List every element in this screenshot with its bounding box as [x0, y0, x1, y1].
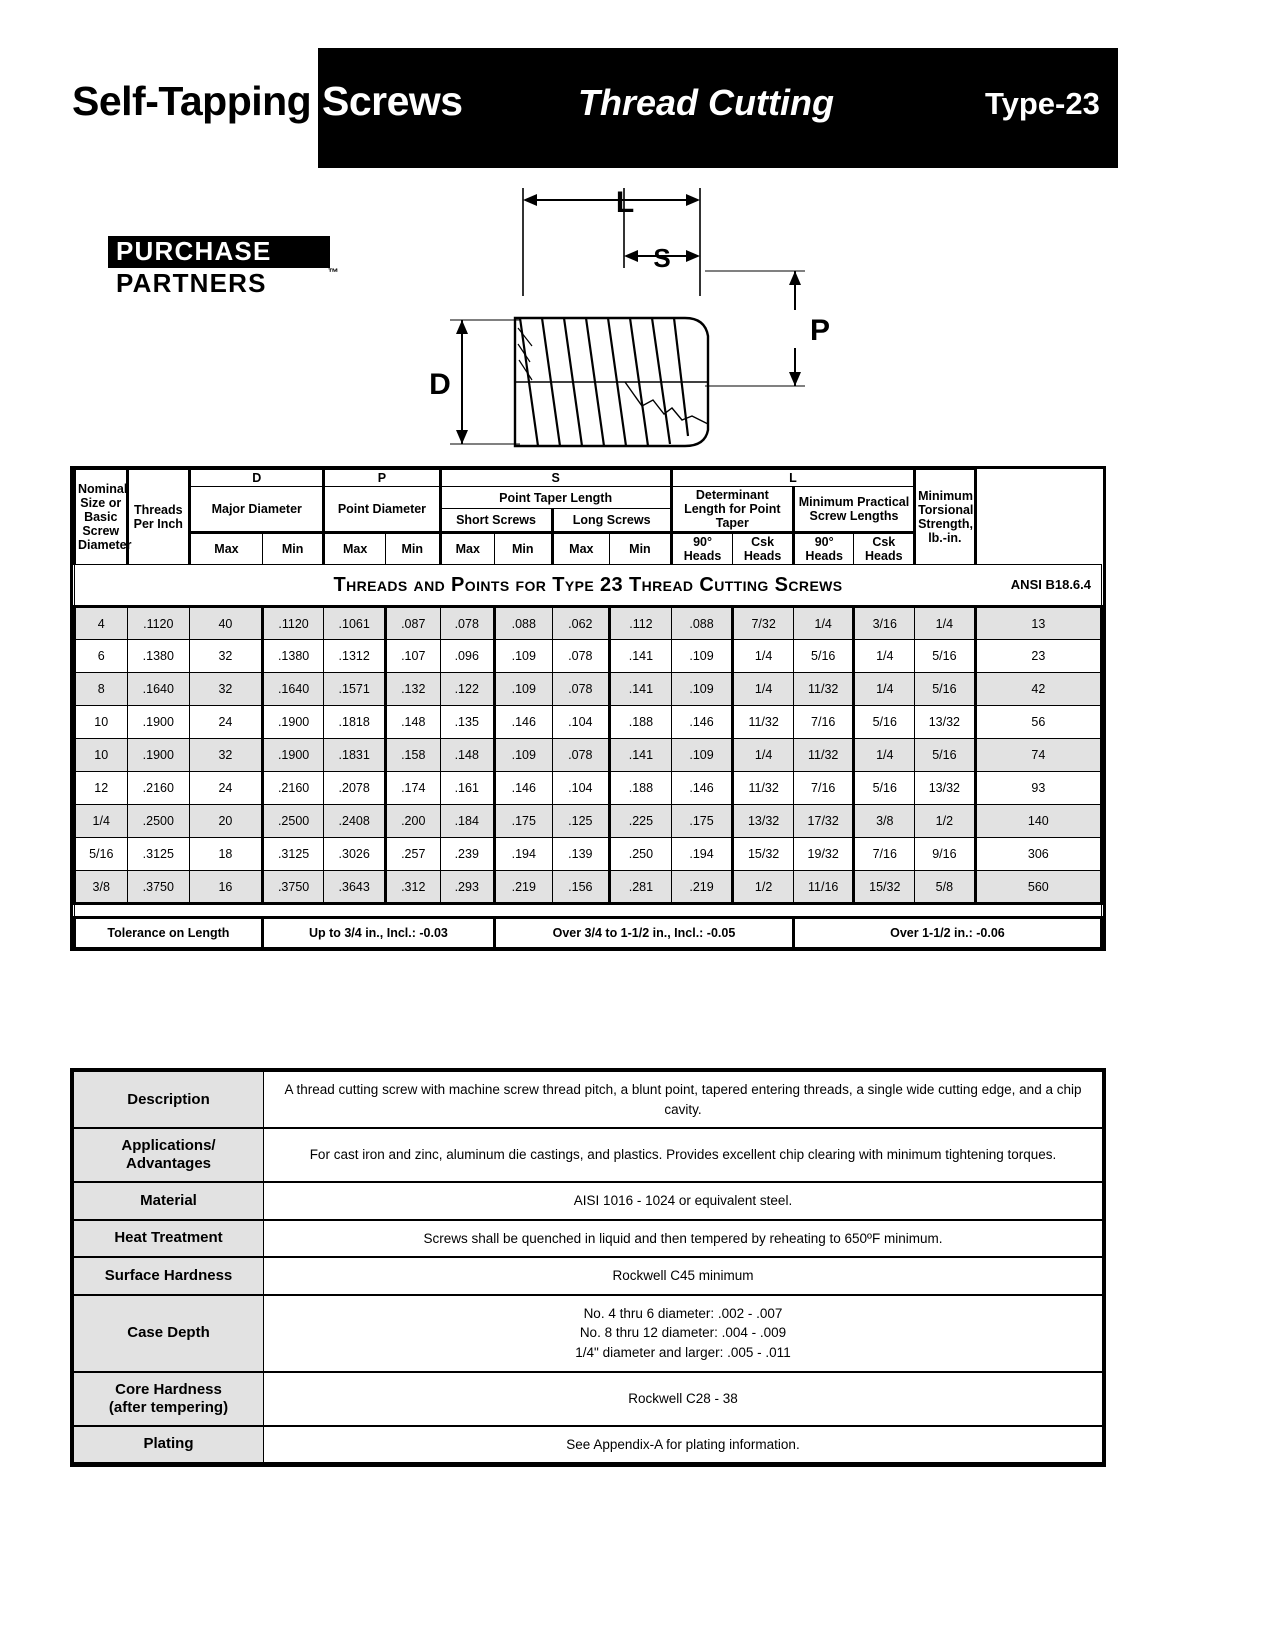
cell-dl90: 1/2	[733, 871, 794, 904]
cell-ls_min: .088	[671, 607, 733, 640]
cell-ss_min: .125	[552, 805, 610, 838]
cell-p_max: .087	[385, 607, 440, 640]
cell-tpi: 24	[190, 772, 263, 805]
cell-p_min: .078	[440, 607, 495, 640]
tolerance-value-1: Up to 3/4 in., Incl.: -0.03	[262, 918, 494, 948]
threads-and-points-table	[70, 466, 1106, 951]
tolerance-label: Tolerance on Length	[75, 918, 263, 948]
cell-dlcsk: 7/16	[793, 772, 854, 805]
cell-mpcsk: 5/16	[915, 673, 976, 706]
header-row-group-letters	[75, 470, 1102, 487]
cell-ss_max: .146	[495, 706, 553, 739]
diagram-label-S: S	[653, 243, 671, 273]
spec-row	[74, 1257, 1103, 1295]
col-ss-max: Max	[440, 533, 495, 565]
trademark-icon: ™	[327, 267, 340, 280]
tolerance-value-3: Over 1-1/2 in.: -0.06	[793, 918, 1101, 948]
cell-ls_min: .175	[671, 805, 733, 838]
cell-d_min: .1571	[324, 673, 386, 706]
cell-p_max: .200	[385, 805, 440, 838]
cell-ls_max: .188	[610, 706, 672, 739]
cell-size: 4	[75, 607, 128, 640]
cell-ls_min: .109	[671, 640, 733, 673]
cell-mpcsk: 13/32	[915, 706, 976, 739]
cell-tpi: 18	[190, 838, 263, 871]
spec-label: Core Hardness (after tempering)	[74, 1372, 264, 1426]
col-point-diameter: Point Diameter	[324, 487, 440, 533]
cell-d_max: .2160	[262, 772, 324, 805]
cell-dl90: 1/4	[733, 640, 794, 673]
cell-dl90: 15/32	[733, 838, 794, 871]
cell-mp90: 5/16	[854, 706, 915, 739]
spec-row	[74, 1220, 1103, 1258]
cell-d_max: .1900	[262, 706, 324, 739]
table-row	[75, 838, 1102, 871]
cell-ls_min: .146	[671, 706, 733, 739]
spec-value: Screws shall be quenched in liquid and then tempered by reheating to 650ºF minimum.	[264, 1220, 1103, 1258]
cell-d_max: .1900	[262, 739, 324, 772]
cell-tpi: 40	[190, 607, 263, 640]
cell-basic: .2160	[127, 772, 190, 805]
cell-tpi: 24	[190, 706, 263, 739]
cell-p_min: .096	[440, 640, 495, 673]
spec-value: Rockwell C28 - 38	[264, 1372, 1103, 1426]
cell-p_min: .239	[440, 838, 495, 871]
cell-ss_min: .062	[552, 607, 610, 640]
table-row	[75, 607, 1102, 640]
cell-torsional: 56	[975, 706, 1101, 739]
logo-line-purchase: PURCHASE	[108, 236, 330, 268]
cell-ss_max: .109	[495, 640, 553, 673]
col-point-taper-length: Point Taper Length	[440, 487, 671, 509]
cell-ls_max: .188	[610, 772, 672, 805]
cell-mpcsk: 13/32	[915, 772, 976, 805]
cell-dl90: 11/32	[733, 772, 794, 805]
cell-mp90: 3/8	[854, 805, 915, 838]
cell-d_max: .1380	[262, 640, 324, 673]
cell-ss_max: .088	[495, 607, 553, 640]
col-mp-csk-heads: Csk Heads	[854, 533, 915, 565]
cell-dlcsk: 5/16	[793, 640, 854, 673]
table-row	[75, 640, 1102, 673]
spec-row	[74, 1295, 1103, 1372]
cell-basic: .3125	[127, 838, 190, 871]
cell-dlcsk: 7/16	[793, 706, 854, 739]
spec-value: Rockwell C45 minimum	[264, 1257, 1103, 1295]
col-major-diameter: Major Diameter	[190, 487, 324, 533]
cell-p_min: .122	[440, 673, 495, 706]
cell-dlcsk: 11/32	[793, 739, 854, 772]
cell-torsional: 140	[975, 805, 1101, 838]
cell-ss_max: .109	[495, 673, 553, 706]
table-body	[75, 607, 1102, 904]
cell-d_min: .2078	[324, 772, 386, 805]
cell-basic: .3750	[127, 871, 190, 904]
cell-tpi: 32	[190, 640, 263, 673]
tolerance-row	[75, 918, 1102, 948]
cell-d_max: .2500	[262, 805, 324, 838]
diagram-label-L: L	[615, 186, 635, 219]
spec-row	[74, 1128, 1103, 1182]
cell-ss_min: .078	[552, 673, 610, 706]
spec-label: Material	[74, 1182, 264, 1220]
cell-mpcsk: 1/4	[915, 607, 976, 640]
cell-ls_min: .219	[671, 871, 733, 904]
spec-row	[74, 1426, 1103, 1464]
cell-p_max: .174	[385, 772, 440, 805]
cell-ss_min: .104	[552, 772, 610, 805]
cell-mp90: 5/16	[854, 772, 915, 805]
col-determinant-length: Determinant Length for Point Taper	[671, 487, 793, 533]
table-row	[75, 706, 1102, 739]
col-ls-max: Max	[552, 533, 610, 565]
cell-ss_min: .156	[552, 871, 610, 904]
cell-dl90: 1/4	[733, 673, 794, 706]
cell-mp90: 1/4	[854, 673, 915, 706]
cell-basic: .2500	[127, 805, 190, 838]
cell-d_max: .1120	[262, 607, 324, 640]
cell-dlcsk: 1/4	[793, 607, 854, 640]
col-dl-90-heads: 90° Heads	[671, 533, 733, 565]
cell-ss_max: .109	[495, 739, 553, 772]
col-p-max: Max	[324, 533, 386, 565]
cell-ls_min: .109	[671, 739, 733, 772]
cell-tpi: 32	[190, 739, 263, 772]
col-mp-90-heads: 90° Heads	[793, 533, 854, 565]
cell-size: 3/8	[75, 871, 128, 904]
cell-p_max: .148	[385, 706, 440, 739]
cell-d_min: .2408	[324, 805, 386, 838]
cell-dl90: 7/32	[733, 607, 794, 640]
table-title-row	[75, 565, 1102, 607]
col-long-screws: Long Screws	[552, 509, 671, 533]
cell-dlcsk: 11/16	[793, 871, 854, 904]
spec-value: AISI 1016 - 1024 or equivalent steel.	[264, 1182, 1103, 1220]
cell-torsional: 560	[975, 871, 1101, 904]
screw-dimension-diagram	[420, 168, 840, 448]
cell-mpcsk: 9/16	[915, 838, 976, 871]
cell-size: 1/4	[75, 805, 128, 838]
col-minimum-torsional: Minimum Torsional Strength, lb.-in.	[915, 470, 976, 565]
cell-p_min: .184	[440, 805, 495, 838]
cell-tpi: 20	[190, 805, 263, 838]
col-ls-min: Min	[610, 533, 672, 565]
spec-value: See Appendix-A for plating information.	[264, 1426, 1103, 1464]
cell-ls_max: .112	[610, 607, 672, 640]
group-letter-D: D	[190, 470, 324, 487]
header-subtitle: Thread Cutting	[578, 82, 834, 123]
cell-ss_min: .139	[552, 838, 610, 871]
cell-ls_max: .225	[610, 805, 672, 838]
spec-row	[74, 1182, 1103, 1220]
cell-torsional: 13	[975, 607, 1101, 640]
col-short-screws: Short Screws	[440, 509, 552, 533]
cell-ss_min: .078	[552, 640, 610, 673]
diagram-label-P: P	[809, 314, 831, 347]
cell-d_min: .3026	[324, 838, 386, 871]
cell-size: 6	[75, 640, 128, 673]
cell-ss_max: .146	[495, 772, 553, 805]
cell-p_min: .293	[440, 871, 495, 904]
cell-p_max: .257	[385, 838, 440, 871]
cell-mp90: 3/16	[854, 607, 915, 640]
cell-d_max: .3125	[262, 838, 324, 871]
cell-p_max: .107	[385, 640, 440, 673]
cell-ss_min: .078	[552, 739, 610, 772]
cell-p_min: .135	[440, 706, 495, 739]
page-header	[0, 0, 1275, 170]
table-head	[75, 470, 1102, 565]
group-letter-S: S	[440, 470, 671, 487]
cell-ss_max: .175	[495, 805, 553, 838]
cell-size: 10	[75, 739, 128, 772]
cell-tpi: 16	[190, 871, 263, 904]
logo-partners-text: PARTNERS	[116, 268, 267, 299]
cell-size: 5/16	[75, 838, 128, 871]
spec-value: No. 4 thru 6 diameter: .002 - .007 No. 8 thru 12 diameter: .004 - .009 1/4" diameter and larger: .005 - .011	[264, 1295, 1103, 1372]
cell-basic: .1900	[127, 706, 190, 739]
cell-tpi: 32	[190, 673, 263, 706]
spec-label: Plating	[74, 1426, 264, 1464]
table-foot	[75, 904, 1102, 948]
spec-value: A thread cutting screw with machine screw thread pitch, a blunt point, tapered entering threads, a single wide cutting edge, and a chip cavity.	[264, 1072, 1103, 1129]
tolerance-value-2: Over 3/4 to 1-1/2 in., Incl.: -0.05	[495, 918, 794, 948]
cell-dl90: 1/4	[733, 739, 794, 772]
table-row	[75, 805, 1102, 838]
cell-d_max: .3750	[262, 871, 324, 904]
cell-dlcsk: 11/32	[793, 673, 854, 706]
cell-torsional: 93	[975, 772, 1101, 805]
cell-ss_max: .219	[495, 871, 553, 904]
cell-ls_min: .109	[671, 673, 733, 706]
cell-d_min: .3643	[324, 871, 386, 904]
col-threads-per-inch: Threads Per Inch	[127, 470, 190, 565]
cell-d_max: .1640	[262, 673, 324, 706]
cell-basic: .1900	[127, 739, 190, 772]
cell-ls_max: .141	[610, 739, 672, 772]
spacer-row	[75, 904, 1102, 918]
col-minimum-practical: Minimum Practical Screw Lengths	[793, 487, 914, 533]
table-row	[75, 673, 1102, 706]
cell-size: 8	[75, 673, 128, 706]
cell-ls_min: .194	[671, 838, 733, 871]
cell-basic: .1120	[127, 607, 190, 640]
cell-size: 12	[75, 772, 128, 805]
cell-ss_max: .194	[495, 838, 553, 871]
cell-mp90: 15/32	[854, 871, 915, 904]
cell-mpcsk: 1/2	[915, 805, 976, 838]
logo-line-partners	[108, 267, 340, 299]
table-row	[75, 772, 1102, 805]
spec-label: Heat Treatment	[74, 1220, 264, 1258]
col-ss-min: Min	[495, 533, 553, 565]
group-letter-P: P	[324, 470, 440, 487]
spec-label: Description	[74, 1072, 264, 1129]
cell-ls_min: .146	[671, 772, 733, 805]
cell-dlcsk: 19/32	[793, 838, 854, 871]
cell-ss_min: .104	[552, 706, 610, 739]
spec-label: Case Depth	[74, 1295, 264, 1372]
cell-mp90: 7/16	[854, 838, 915, 871]
cell-p_max: .158	[385, 739, 440, 772]
ansi-standard-ref: ANSI B18.6.4	[1010, 577, 1091, 592]
table-row	[75, 871, 1102, 904]
col-d-max: Max	[190, 533, 263, 565]
cell-torsional: 23	[975, 640, 1101, 673]
cell-p_min: .148	[440, 739, 495, 772]
col-nominal-size: Nominal Size or Basic Screw Diameter	[75, 470, 128, 565]
cell-basic: .1380	[127, 640, 190, 673]
table-row	[75, 739, 1102, 772]
cell-p_min: .161	[440, 772, 495, 805]
header-title-primary: Self-Tapping	[72, 78, 312, 124]
cell-size: 10	[75, 706, 128, 739]
cell-basic: .1640	[127, 673, 190, 706]
spec-value: For cast iron and zinc, aluminum die castings, and plastics. Provides excellent chip clearing with minimum tightening torques.	[264, 1128, 1103, 1182]
cell-dl90: 11/32	[733, 706, 794, 739]
cell-d_min: .1061	[324, 607, 386, 640]
cell-p_max: .312	[385, 871, 440, 904]
cell-dlcsk: 17/32	[793, 805, 854, 838]
cell-torsional: 306	[975, 838, 1101, 871]
cell-mpcsk: 5/16	[915, 640, 976, 673]
table-title: Threads and Points for Type 23 Thread Cutting Screws	[333, 573, 843, 596]
cell-ls_max: .141	[610, 640, 672, 673]
col-p-min: Min	[385, 533, 440, 565]
spec-table-body	[74, 1072, 1103, 1464]
cell-mpcsk: 5/8	[915, 871, 976, 904]
cell-torsional: 74	[975, 739, 1101, 772]
cell-dl90: 13/32	[733, 805, 794, 838]
cell-mpcsk: 5/16	[915, 739, 976, 772]
col-d-min: Min	[262, 533, 324, 565]
cell-ls_max: .141	[610, 673, 672, 706]
cell-d_min: .1818	[324, 706, 386, 739]
cell-p_max: .132	[385, 673, 440, 706]
cell-mp90: 1/4	[854, 739, 915, 772]
spec-label: Surface Hardness	[74, 1257, 264, 1295]
header-title-secondary: Screws	[322, 78, 463, 124]
cell-mp90: 1/4	[854, 640, 915, 673]
spec-row	[74, 1072, 1103, 1129]
diagram-label-D: D	[429, 368, 451, 401]
specifications-table	[70, 1068, 1106, 1467]
cell-torsional: 42	[975, 673, 1101, 706]
cell-ls_max: .250	[610, 838, 672, 871]
header-type-label: Type-23	[985, 86, 1100, 121]
group-letter-L: L	[671, 470, 914, 487]
purchase-partners-logo	[108, 236, 340, 300]
col-dl-csk-heads: Csk Heads	[733, 533, 794, 565]
spec-label: Applications/ Advantages	[74, 1128, 264, 1182]
spec-row	[74, 1372, 1103, 1426]
cell-ls_max: .281	[610, 871, 672, 904]
cell-d_min: .1831	[324, 739, 386, 772]
cell-d_min: .1312	[324, 640, 386, 673]
